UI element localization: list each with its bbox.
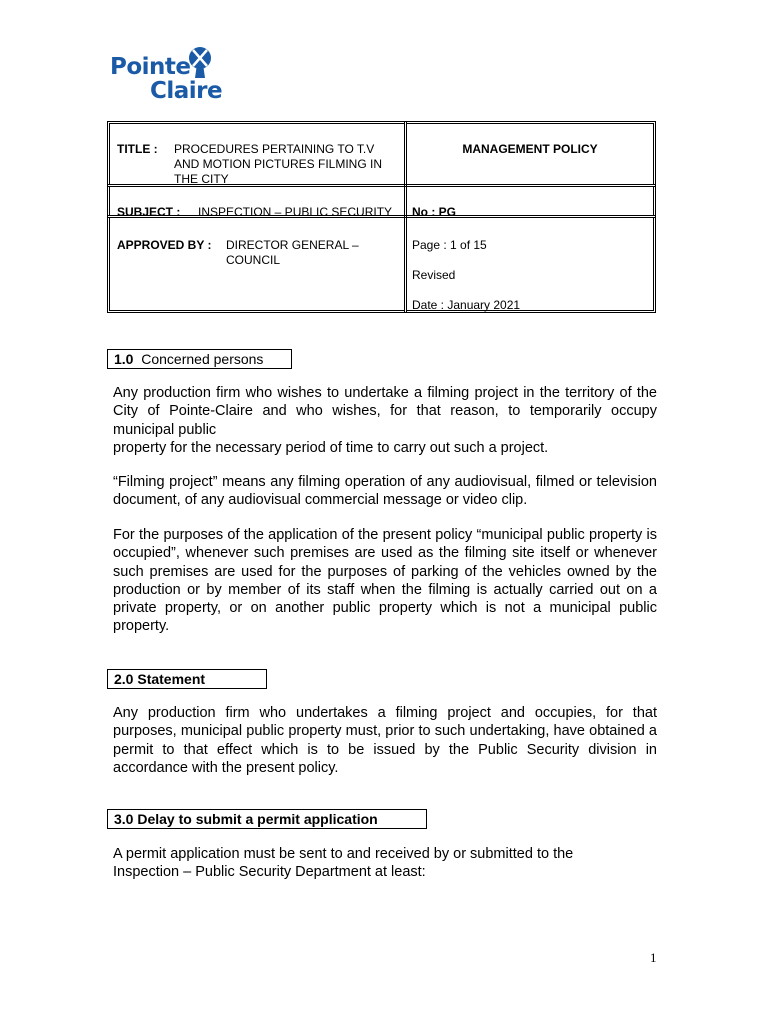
- title-value: PROCEDURES PERTAINING TO T.V AND MOTION PICTURES FILMING IN THE CITY: [174, 142, 383, 186]
- section-1-number: 1.0: [114, 351, 134, 367]
- pointe-claire-logo: [110, 44, 223, 108]
- section-3-paragraph: A permit application must be sent to and received by or submitted to the Inspection – Public Security Department at least:: [113, 846, 574, 881]
- section-1-p1b-text: property for the necessary period of time to carry out such a project.: [113, 439, 549, 456]
- subject-value: INSPECTION – PUBLIC SECURITY: [198, 205, 393, 219]
- section-1-paragraph-3: For the purposes of the application of the present policy “municipal public property is occupied”, whenever such premises are used as the filming site itself or whenever such premises are used for the purposes of parking of the vehicles owned by the production or by member of its staff when the filming is actually carried out on a private property, or on another public property which is not a municipal public property.: [113, 527, 657, 635]
- page-number: 1: [650, 950, 657, 965]
- date-value: Date : January 2021: [412, 298, 521, 312]
- section-1-title: Concerned persons: [141, 351, 264, 367]
- subject-label: SUBJECT :: [117, 205, 181, 219]
- policy-type-cell: [404, 121, 656, 187]
- policy-type: MANAGEMENT POLICY: [462, 142, 598, 156]
- section-1-paragraph-1: [113, 384, 657, 457]
- page-info-cell: [404, 215, 656, 313]
- section-1-heading: [107, 349, 292, 369]
- revised-label: Revised: [412, 268, 456, 282]
- section-1-p1-text: Any production firm who wishes to undertake a filming project in the territory of the City of Pointe-Claire and who wishes, for that reason, to temporarily occupy municipal public: [113, 385, 657, 438]
- section-2-heading: 2.0 Statement: [107, 669, 267, 689]
- section-2-paragraph: Any production firm who undertakes a filming project and occupies, for that purposes, municipal public property must, prior to such undertaking, have obtained a permit to that effect which is to be issued by the Public Security division in accordance with the present policy.: [113, 705, 657, 776]
- approved-cell: [107, 215, 407, 313]
- title-label: TITLE :: [117, 142, 158, 156]
- logo-text-claire: Claire: [150, 78, 223, 104]
- number-cell: [404, 184, 656, 218]
- section-3-heading: 3.0 Delay to submit a permit application: [107, 809, 427, 829]
- approved-label: APPROVED BY :: [117, 238, 212, 252]
- subject-cell: [107, 184, 407, 218]
- section-1-paragraph-2: “Filming project” means any filming operation of any audiovisual, filmed or television document, of any audiovisual commercial message or video clip.: [113, 474, 657, 509]
- title-cell: [107, 121, 407, 187]
- page-count: Page : 1 of 15: [412, 238, 487, 252]
- logo-text-pointe: Pointe: [110, 54, 191, 80]
- approved-value: DIRECTOR GENERAL – COUNCIL: [226, 238, 359, 267]
- policy-header-table: [107, 121, 656, 313]
- policy-number: No : PG: [412, 205, 456, 219]
